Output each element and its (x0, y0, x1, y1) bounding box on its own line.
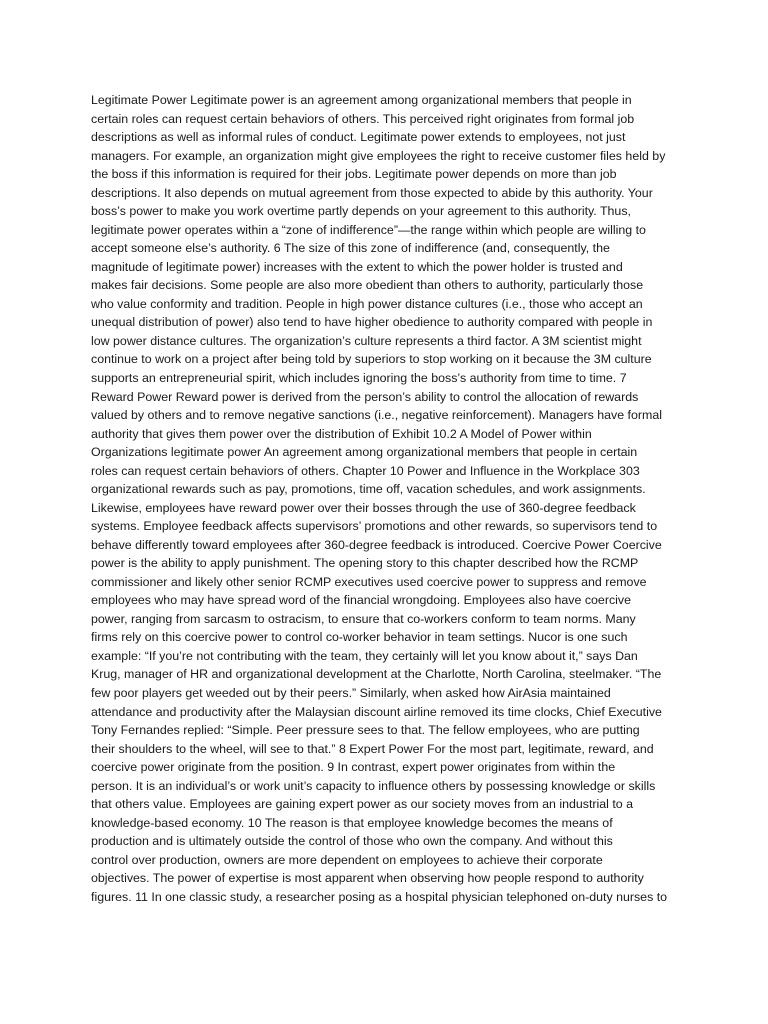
text-line: descriptions. It also depends on mutual agreement from those expected to abide by this authority. Your (91, 185, 653, 200)
text-line: accept someone else’s authority. 6 The size of this zone of indifference (and, consequently, the (91, 241, 610, 256)
text-line: organizational rewards such as pay, promotions, time off, vacation schedules, and work assignments. (91, 482, 646, 497)
text-line: power is the ability to apply punishment. The opening story to this chapter described how the RCMP (91, 556, 639, 571)
text-line: low power distance cultures. The organization’s culture represents a third factor. A 3M scientist might (91, 333, 642, 348)
text-line: magnitude of legitimate power) increases with the extent to which the power holder is trusted and (91, 259, 623, 274)
text-line: continue to work on a project after being told by superiors to stop working on it because the 3M culture (91, 352, 652, 367)
text-line: managers. For example, an organization might give employees the right to receive customer files held by (91, 148, 666, 163)
text-line: valued by others and to remove negative sanctions (i.e., negative reinforcement). Managers have formal (91, 408, 662, 423)
text-line: Krug, manager of HR and organizational development at the Charlotte, North Carolina, steelmaker. “The (91, 667, 662, 682)
text-line: firms rely on this coercive power to control co-worker behavior in team settings. Nucor is one such (91, 630, 628, 645)
text-line: Legitimate Power Legitimate power is an agreement among organizational members that people in (91, 93, 632, 107)
text-line: roles can request certain behaviors of others. Chapter 10 Power and Influence in the Workplace 303 (91, 463, 640, 478)
text-line: legitimate power operates within a “zone of indifference”—the range within which people are willing to (91, 222, 646, 237)
text-line: systems. Employee feedback affects supervisors’ promotions and other rewards, so supervisors tend to (91, 519, 658, 534)
text-line: commissioner and likely other senior RCMP executives used coercive power to suppress and remove (91, 574, 647, 589)
text-line: authority that gives them power over the distribution of Exhibit 10.2 A Model of Power within (91, 426, 592, 441)
text-line: their shoulders to the wheel, will see to that.” 8 Expert Power For the most part, legitimate, reward, and (91, 741, 654, 756)
text-line: supports an entrepreneurial spirit, which includes ignoring the boss’s authority from time to time. 7 (91, 370, 627, 385)
text-line: behave differently toward employees after 360-degree feedback is introduced. Coercive Power Coercive (91, 537, 662, 552)
text-line: unequal distribution of power) also tend to have higher obedience to authority compared with people in (91, 315, 653, 330)
text-line: who value conformity and tradition. People in high power distance cultures (i.e., those who accept an (91, 296, 643, 311)
text-line: boss’s power to make you work overtime partly depends on your agreement to this authority. Thus, (91, 204, 631, 219)
text-line: example: “If you’re not contributing with the team, they certainly will let you know about it,” says Dan (91, 648, 638, 663)
text-line: Likewise, employees have reward power over their bosses through the use of 360-degree feedback (91, 500, 636, 515)
text-line: Organizations legitimate power An agreement among organizational members that people in certain (91, 445, 638, 460)
text-line: power, ranging from sarcasm to ostracism, to ensure that co-workers conform to team norms. Many (91, 611, 636, 626)
text-line: coercive power originate from the position. 9 In contrast, expert power originates from within the (91, 760, 616, 775)
text-line: figures. 11 In one classic study, a researcher posing as a hospital physician telephoned on-duty nurses to (91, 889, 668, 904)
text-line: the boss if this information is required for their jobs. Legitimate power depends on more than job (91, 167, 617, 182)
text-line: certain roles can request certain behaviors of others. This perceived right originates from formal job (91, 111, 635, 126)
text-line: person. It is an individual’s or work unit’s capacity to influence others by possessing knowledge or skills (91, 778, 656, 793)
text-line: that others value. Employees are gaining expert power as our society moves from an industrial to a (91, 797, 634, 812)
text-line: makes fair decisions. Some people are also more obedient than others to authority, particularly those (91, 278, 644, 293)
text-line: production and is ultimately outside the control of those who own the company. And without this (91, 834, 613, 849)
text-line: control over production, owners are more dependent on employees to achieve their corporate (91, 852, 603, 867)
text-line: Tony Fernandes replied: “Simple. Peer pressure sees to that. The fellow employees, who are putting (91, 723, 640, 738)
text-line: attendance and productivity after the Malaysian discount airline removed its time clocks, Chief Executive (91, 704, 662, 719)
body-text (91, 91, 691, 906)
text-line: employees who may have spread word of the financial wrongdoing. Employees also have coercive (91, 593, 631, 608)
text-line: objectives. The power of expertise is most apparent when observing how people respond to authority (91, 871, 644, 886)
text-line: descriptions as well as informal rules of conduct. Legitimate power extends to employees, not just (91, 130, 626, 145)
text-line: knowledge-based economy. 10 The reason is that employee knowledge becomes the means of (91, 815, 613, 830)
text-line: Reward Power Reward power is derived from the person’s ability to control the allocation of rewards (91, 389, 639, 404)
text-line: few poor players get weeded out by their peers.” Similarly, when asked how AirAsia maintained (91, 686, 611, 700)
